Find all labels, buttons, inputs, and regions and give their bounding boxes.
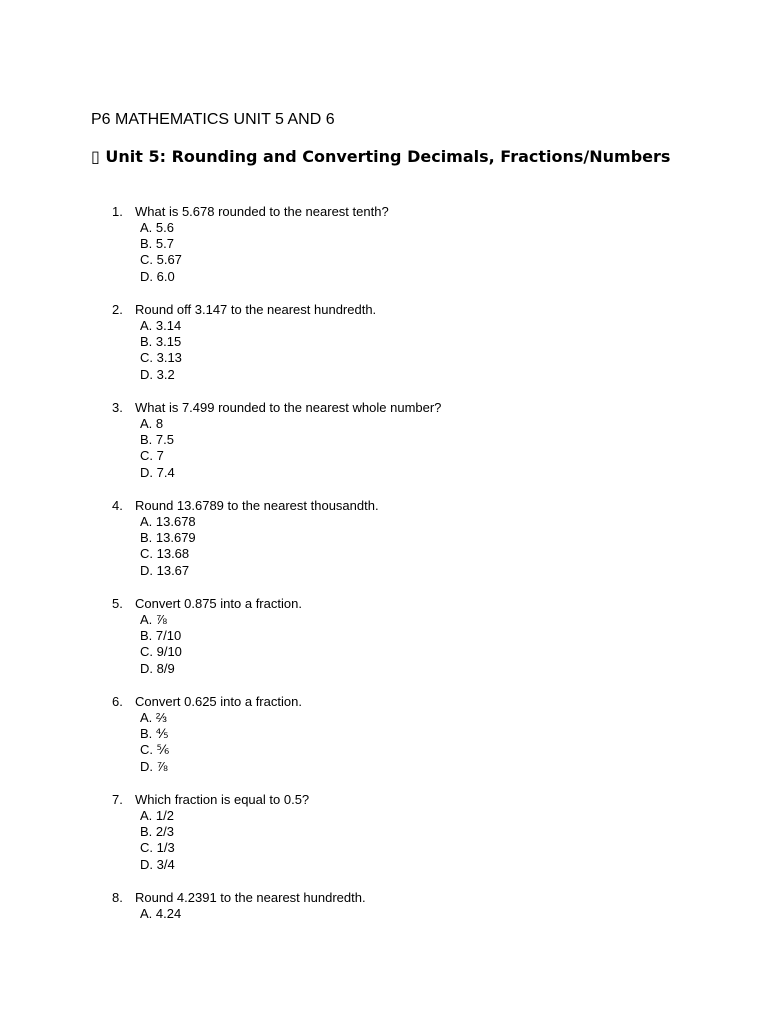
question-number: 8. <box>112 889 123 905</box>
question-text: Round 4.2391 to the nearest hundredth. <box>135 889 366 905</box>
question-text: Round off 3.147 to the nearest hundredth. <box>135 301 377 317</box>
answer-option: D. 6.0 <box>140 268 175 284</box>
answer-option: D. 13.67 <box>140 562 190 578</box>
answer-option: B. 3.15 <box>140 334 182 350</box>
answer-options <box>140 514 196 579</box>
answer-option: B. 2/3 <box>140 824 174 840</box>
unit-5-heading-text: Unit 5: Rounding and Converting Decimals, Fractions/Numbers <box>99 147 671 166</box>
answer-option: A. 4.24 <box>140 905 182 921</box>
answer-option: A. 8 <box>140 415 164 431</box>
answer-options <box>140 220 182 285</box>
answer-options <box>140 906 181 922</box>
answer-option: C. ⅚ <box>140 742 170 758</box>
answer-option: A. ⅞ <box>140 611 167 627</box>
answer-option: C. 1/3 <box>140 840 175 856</box>
answer-option: B. 5.7 <box>140 236 174 252</box>
answer-option: A. 1/2 <box>140 807 174 823</box>
question-text: Convert 0.625 into a fraction. <box>135 693 302 709</box>
answer-option: C. 9/10 <box>140 644 182 660</box>
answer-option: C. 3.13 <box>140 350 182 366</box>
answer-option: C. 13.68 <box>140 546 190 562</box>
question-text: Round 13.6789 to the nearest thousandth. <box>135 497 379 513</box>
question-number: 6. <box>112 693 123 709</box>
answer-option: D. 7.4 <box>140 464 175 480</box>
answer-option: D. ⅞ <box>140 758 168 774</box>
answer-options <box>140 318 182 383</box>
answer-options <box>140 710 169 775</box>
answer-option: D. 8/9 <box>140 660 175 676</box>
answer-option: D. 3/4 <box>140 856 175 872</box>
answer-option: A. 13.678 <box>140 513 196 529</box>
question-number: 3. <box>112 399 123 415</box>
question-text: What is 7.499 rounded to the nearest whole number? <box>135 399 442 415</box>
answer-option: A. ⅔ <box>140 709 167 725</box>
question-text: Convert 0.875 into a fraction. <box>135 595 302 611</box>
question-text: Which fraction is equal to 0.5? <box>135 791 310 807</box>
answer-option: B. 7/10 <box>140 628 182 644</box>
answer-option: D. 3.2 <box>140 366 175 382</box>
answer-options <box>140 416 175 481</box>
answer-option: C. 7 <box>140 448 164 464</box>
question-number: 7. <box>112 791 123 807</box>
answer-option: B. 7.5 <box>140 432 174 448</box>
answer-options <box>140 612 182 677</box>
question-number: 1. <box>112 203 123 219</box>
question-number: 4. <box>112 497 123 513</box>
answer-option: A. 5.6 <box>140 219 174 235</box>
answer-option: C. 5.67 <box>140 252 182 268</box>
question-number: 2. <box>112 301 123 317</box>
question-number: 5. <box>112 595 123 611</box>
missing-glyph-box-icon: ▯ <box>91 147 100 166</box>
answer-option: B. 13.679 <box>140 530 196 546</box>
question-text: What is 5.678 rounded to the nearest tenth? <box>135 203 389 219</box>
answer-option: B. ⅘ <box>140 726 169 742</box>
answer-options <box>140 808 175 873</box>
document-title: P6 MATHEMATICS UNIT 5 AND 6 <box>91 111 335 128</box>
answer-option: A. 3.14 <box>140 317 182 333</box>
